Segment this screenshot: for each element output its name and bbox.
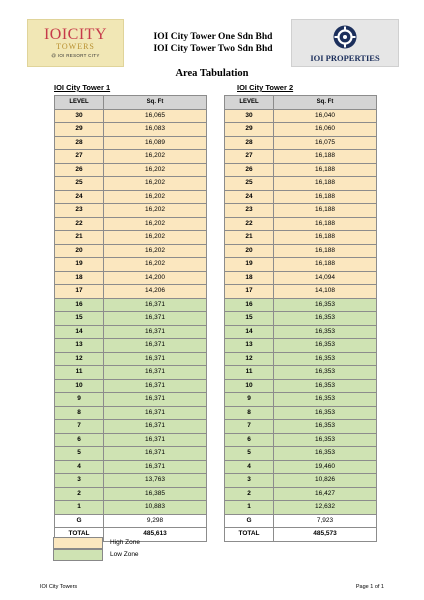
sqft-cell: 16,427 xyxy=(274,487,377,501)
table-row xyxy=(225,177,377,191)
level-cell: 9 xyxy=(55,393,104,407)
table-row xyxy=(55,123,207,137)
level-cell: 22 xyxy=(225,217,274,231)
level-cell: 17 xyxy=(55,285,104,299)
table-row xyxy=(55,163,207,177)
sqft-cell: 16,371 xyxy=(104,433,207,447)
sqft-cell: 16,353 xyxy=(274,366,377,380)
level-cell: 21 xyxy=(55,231,104,245)
level-cell: 2 xyxy=(225,487,274,501)
level-cell: 20 xyxy=(55,244,104,258)
table-row xyxy=(225,271,377,285)
table-row xyxy=(225,339,377,353)
level-cell: 14 xyxy=(225,325,274,339)
sqft-cell: 16,188 xyxy=(274,177,377,191)
sqft-cell: 16,371 xyxy=(104,379,207,393)
level-cell: 6 xyxy=(55,433,104,447)
table-row xyxy=(55,339,207,353)
table-row xyxy=(225,123,377,137)
table-row xyxy=(225,474,377,488)
logo-small-text: @ IOI RESORT CITY xyxy=(51,53,100,58)
tower-1-title: IOI City Tower 1 xyxy=(54,83,111,92)
sqft-cell: 16,202 xyxy=(104,204,207,218)
sqft-cell: 16,353 xyxy=(274,325,377,339)
ioi-city-towers-logo xyxy=(27,19,124,67)
level-cell: 3 xyxy=(55,474,104,488)
level-cell: 15 xyxy=(225,312,274,326)
column-header-sqft: Sq. Ft xyxy=(274,96,377,110)
sqft-cell: 14,200 xyxy=(104,271,207,285)
sqft-cell: 16,353 xyxy=(274,339,377,353)
level-cell: 21 xyxy=(225,231,274,245)
table-row xyxy=(55,109,207,123)
sqft-cell: 16,353 xyxy=(274,298,377,312)
table-row xyxy=(225,190,377,204)
level-cell: 4 xyxy=(225,460,274,474)
sqft-cell: 19,460 xyxy=(274,460,377,474)
sqft-cell: 16,188 xyxy=(274,244,377,258)
level-cell: 5 xyxy=(55,447,104,461)
sqft-cell: 16,371 xyxy=(104,352,207,366)
table-row xyxy=(225,514,377,528)
level-cell: 27 xyxy=(55,150,104,164)
level-cell: 16 xyxy=(55,298,104,312)
sqft-cell: 16,083 xyxy=(104,123,207,137)
table-header-row xyxy=(225,96,377,110)
legend-swatch-low-zone xyxy=(53,549,103,561)
legend-label-high-zone: High Zone xyxy=(110,539,140,546)
table-row xyxy=(225,150,377,164)
level-cell: 4 xyxy=(55,460,104,474)
footer-left: IOI City Towers xyxy=(40,584,78,590)
table-row xyxy=(55,460,207,474)
sqft-cell: 16,353 xyxy=(274,447,377,461)
table-row xyxy=(55,514,207,528)
sqft-cell: 9,298 xyxy=(104,514,207,528)
table-row xyxy=(225,325,377,339)
level-cell: 11 xyxy=(55,366,104,380)
total-value: 485,573 xyxy=(274,528,377,542)
table-row xyxy=(55,177,207,191)
sqft-cell: 16,353 xyxy=(274,393,377,407)
table-row xyxy=(225,163,377,177)
level-cell: 5 xyxy=(225,447,274,461)
table-row xyxy=(225,487,377,501)
table-row xyxy=(225,433,377,447)
sqft-cell: 16,060 xyxy=(274,123,377,137)
tower-1-rows xyxy=(55,109,207,542)
table-row xyxy=(55,190,207,204)
column-header-level: LEVEL xyxy=(55,96,104,110)
level-cell: 11 xyxy=(225,366,274,380)
table-row xyxy=(225,231,377,245)
table-row xyxy=(225,379,377,393)
level-cell: 24 xyxy=(55,190,104,204)
sqft-cell: 16,188 xyxy=(274,231,377,245)
sqft-cell: 16,371 xyxy=(104,339,207,353)
level-cell: 30 xyxy=(55,109,104,123)
tower-2-title: IOI City Tower 2 xyxy=(237,83,294,92)
table-row xyxy=(225,447,377,461)
sqft-cell: 16,371 xyxy=(104,460,207,474)
level-cell: 6 xyxy=(225,433,274,447)
level-cell: 20 xyxy=(225,244,274,258)
table-row xyxy=(55,217,207,231)
table-row xyxy=(225,406,377,420)
logo-sub-text: TOWERS xyxy=(56,42,95,51)
total-row xyxy=(225,528,377,542)
sqft-cell: 16,353 xyxy=(274,420,377,434)
sqft-cell: 16,202 xyxy=(104,190,207,204)
ioi-emblem-icon xyxy=(332,24,358,50)
sqft-cell: 16,353 xyxy=(274,312,377,326)
table-row xyxy=(55,420,207,434)
table-row xyxy=(225,501,377,515)
level-cell: 1 xyxy=(225,501,274,515)
table-row xyxy=(225,136,377,150)
sqft-cell: 10,883 xyxy=(104,501,207,515)
level-cell: 27 xyxy=(225,150,274,164)
sqft-cell: 16,202 xyxy=(104,258,207,272)
logo-main-text: IOICITY xyxy=(43,26,108,43)
sqft-cell: 16,202 xyxy=(104,163,207,177)
sqft-cell: 10,826 xyxy=(274,474,377,488)
table-row xyxy=(55,325,207,339)
tower-1-table xyxy=(54,95,207,542)
level-cell: G xyxy=(55,514,104,528)
sqft-cell: 16,353 xyxy=(274,406,377,420)
table-row xyxy=(55,352,207,366)
level-cell: 10 xyxy=(225,379,274,393)
sqft-cell: 16,202 xyxy=(104,244,207,258)
table-row xyxy=(225,352,377,366)
sqft-cell: 16,188 xyxy=(274,258,377,272)
company-name-2: IOI City Tower Two Sdn Bhd xyxy=(153,44,273,54)
sqft-cell: 16,353 xyxy=(274,433,377,447)
table-row xyxy=(55,150,207,164)
table-row xyxy=(225,109,377,123)
table-row xyxy=(55,271,207,285)
sqft-cell: 16,371 xyxy=(104,420,207,434)
level-cell: 1 xyxy=(55,501,104,515)
sqft-cell: 16,371 xyxy=(104,298,207,312)
table-row xyxy=(225,366,377,380)
table-row xyxy=(55,231,207,245)
level-cell: 7 xyxy=(225,420,274,434)
table-header-row xyxy=(55,96,207,110)
table-row xyxy=(225,420,377,434)
table-row xyxy=(225,393,377,407)
table-row xyxy=(55,285,207,299)
sqft-cell: 16,202 xyxy=(104,177,207,191)
table-row xyxy=(55,393,207,407)
table-row xyxy=(55,501,207,515)
level-cell: 13 xyxy=(225,339,274,353)
table-row xyxy=(55,474,207,488)
level-cell: 19 xyxy=(225,258,274,272)
company-names xyxy=(128,31,298,55)
table-row xyxy=(55,204,207,218)
table-row xyxy=(225,217,377,231)
level-cell: 30 xyxy=(225,109,274,123)
column-header-level: LEVEL xyxy=(225,96,274,110)
sqft-cell: 16,202 xyxy=(104,150,207,164)
sqft-cell: 16,188 xyxy=(274,163,377,177)
sqft-cell: 14,094 xyxy=(274,271,377,285)
total-label: TOTAL xyxy=(55,528,104,542)
level-cell: 18 xyxy=(225,271,274,285)
sqft-cell: 16,188 xyxy=(274,150,377,164)
total-label: TOTAL xyxy=(225,528,274,542)
sqft-cell: 16,188 xyxy=(274,217,377,231)
sqft-cell: 16,371 xyxy=(104,325,207,339)
level-cell: 23 xyxy=(225,204,274,218)
sqft-cell: 7,923 xyxy=(274,514,377,528)
level-cell: 28 xyxy=(225,136,274,150)
sqft-cell: 16,065 xyxy=(104,109,207,123)
level-cell: 16 xyxy=(225,298,274,312)
company-name-1: IOI City Tower One Sdn Bhd xyxy=(153,32,273,42)
sqft-cell: 16,371 xyxy=(104,447,207,461)
sqft-cell: 16,188 xyxy=(274,190,377,204)
level-cell: 24 xyxy=(225,190,274,204)
level-cell: 2 xyxy=(55,487,104,501)
sqft-cell: 16,371 xyxy=(104,312,207,326)
sqft-cell: 12,632 xyxy=(274,501,377,515)
column-header-sqft: Sq. Ft xyxy=(104,96,207,110)
level-cell: 7 xyxy=(55,420,104,434)
table-row xyxy=(55,406,207,420)
level-cell: 18 xyxy=(55,271,104,285)
sqft-cell: 16,371 xyxy=(104,393,207,407)
level-cell: 13 xyxy=(55,339,104,353)
table-row xyxy=(225,285,377,299)
sqft-cell: 16,371 xyxy=(104,406,207,420)
logo-brand-text: IOI PROPERTIES xyxy=(310,53,380,63)
sqft-cell: 16,371 xyxy=(104,366,207,380)
sqft-cell: 14,206 xyxy=(104,285,207,299)
total-value: 485,613 xyxy=(104,528,207,542)
table-row xyxy=(225,258,377,272)
table-row xyxy=(55,312,207,326)
level-cell: 28 xyxy=(55,136,104,150)
sqft-cell: 13,763 xyxy=(104,474,207,488)
sqft-cell: 16,040 xyxy=(274,109,377,123)
level-cell: 3 xyxy=(225,474,274,488)
legend-swatch-high-zone xyxy=(53,537,103,549)
sqft-cell: 16,089 xyxy=(104,136,207,150)
sqft-cell: 16,202 xyxy=(104,217,207,231)
sqft-cell: 16,353 xyxy=(274,379,377,393)
level-cell: 8 xyxy=(225,406,274,420)
table-row xyxy=(55,258,207,272)
level-cell: 9 xyxy=(225,393,274,407)
sqft-cell: 16,202 xyxy=(104,231,207,245)
level-cell: 23 xyxy=(55,204,104,218)
table-row xyxy=(55,366,207,380)
level-cell: 19 xyxy=(55,258,104,272)
table-row xyxy=(225,312,377,326)
level-cell: 15 xyxy=(55,312,104,326)
level-cell: 8 xyxy=(55,406,104,420)
level-cell: 10 xyxy=(55,379,104,393)
table-row xyxy=(55,487,207,501)
table-row xyxy=(225,204,377,218)
table-row xyxy=(225,460,377,474)
sqft-cell: 16,353 xyxy=(274,352,377,366)
sqft-cell: 14,108 xyxy=(274,285,377,299)
table-row xyxy=(55,136,207,150)
level-cell: 29 xyxy=(55,123,104,137)
page-title: Area Tabulation xyxy=(175,68,249,79)
legend-label-low-zone: Low Zone xyxy=(110,551,139,558)
sqft-cell: 16,075 xyxy=(274,136,377,150)
table-row xyxy=(55,298,207,312)
level-cell: 26 xyxy=(55,163,104,177)
tower-2-rows xyxy=(225,109,377,542)
sqft-cell: 16,385 xyxy=(104,487,207,501)
level-cell: 25 xyxy=(225,177,274,191)
level-cell: 25 xyxy=(55,177,104,191)
table-row xyxy=(55,433,207,447)
level-cell: 12 xyxy=(55,352,104,366)
level-cell: 22 xyxy=(55,217,104,231)
sqft-cell: 16,188 xyxy=(274,204,377,218)
footer-right: Page 1 of 1 xyxy=(355,584,384,590)
ioi-properties-logo xyxy=(291,19,399,67)
table-row xyxy=(225,298,377,312)
level-cell: 29 xyxy=(225,123,274,137)
level-cell: G xyxy=(225,514,274,528)
level-cell: 12 xyxy=(225,352,274,366)
tower-2-table xyxy=(224,95,377,542)
table-row xyxy=(55,244,207,258)
level-cell: 26 xyxy=(225,163,274,177)
table-row xyxy=(225,244,377,258)
level-cell: 17 xyxy=(225,285,274,299)
table-row xyxy=(55,447,207,461)
table-row xyxy=(55,379,207,393)
level-cell: 14 xyxy=(55,325,104,339)
